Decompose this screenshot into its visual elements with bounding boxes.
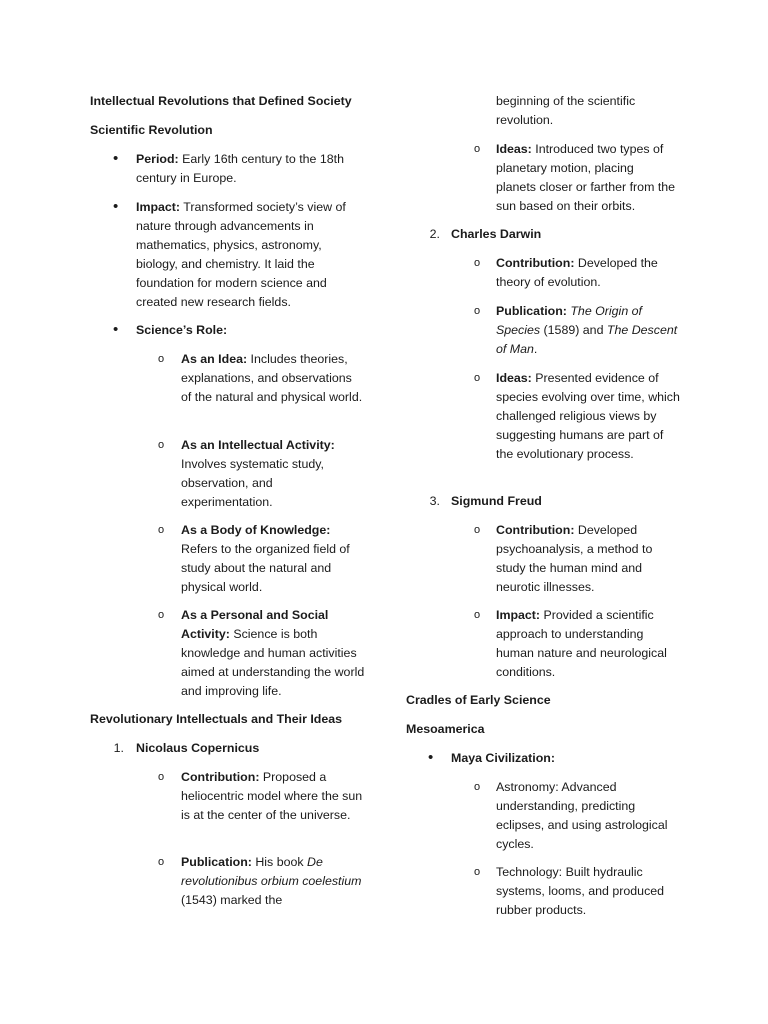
bullet-icon: • — [113, 321, 119, 338]
book-title: The Descent of Man — [496, 322, 678, 356]
impact-text: Provided a scientific approach to understanding human nature and neurological conditions. — [496, 608, 667, 679]
publication-label: Publication: — [181, 855, 252, 869]
technology-text: Technology: Built hydraulic systems, looms, and produced rubber products. — [496, 865, 665, 917]
contribution-label: Contribution: — [496, 256, 575, 270]
circle-bullet-icon: o — [474, 372, 481, 384]
activity-label: As an Intellectual Activity: — [181, 438, 335, 452]
period-text: Early 16th century to the 18th century in Europe. — [136, 152, 344, 185]
list-number: 3. — [429, 494, 440, 508]
list-number: 2. — [429, 227, 440, 241]
section-heading-cradles: Cradles of Early Science — [406, 693, 551, 707]
ideas-text: Presented evidence of species evolving over time, which challenged religious views by suggesting humans are part of the evolutionary process. — [496, 371, 680, 461]
activity-text: Involves systematic study, observation, and experimentation. — [181, 456, 324, 509]
astronomy-text: Astronomy: Advanced understanding, predicting eclipses, and using astrological cycles. — [496, 780, 668, 851]
subsection-heading-mesoamerica: Mesoamerica — [406, 722, 485, 736]
body-text: Refers to the organized field of study about the natural and physical world. — [181, 541, 350, 594]
contribution-text: Proposed a heliocentric model where the sun is at the center of the universe. — [181, 770, 363, 822]
section-heading-intellectuals: Revolutionary Intellectuals and Their Ideas — [90, 712, 343, 726]
contribution-label: Contribution: — [181, 770, 260, 784]
circle-bullet-icon: o — [474, 143, 481, 155]
copernicus-name: Nicolaus Copernicus — [136, 741, 260, 755]
publication-continuation: beginning of the scientific revolution. — [496, 94, 636, 127]
science-role-label: Science’s Role: — [136, 323, 228, 337]
publication-text: (1589) and — [540, 322, 607, 337]
contribution-text: Developed the theory of evolution. — [496, 256, 658, 289]
circle-bullet-icon: o — [474, 257, 481, 269]
circle-bullet-icon: o — [474, 524, 481, 536]
circle-bullet-icon: o — [474, 609, 481, 621]
section-heading-scientific-revolution: Scientific Revolution — [90, 123, 213, 137]
publication-text: (1543) marked the — [181, 892, 283, 907]
publication-text: His book — [251, 855, 307, 869]
bullet-icon: • — [113, 150, 119, 167]
social-label: As a Personal and Social Activity: — [181, 608, 329, 641]
circle-bullet-icon: o — [158, 353, 165, 365]
circle-bullet-icon: o — [158, 609, 165, 621]
idea-text: Includes theories, explanations, and observations of the natural and physical world. — [181, 352, 363, 404]
circle-bullet-icon: o — [158, 439, 165, 451]
ideas-label: Ideas: — [496, 371, 532, 385]
contribution-text: Developed psychoanalysis, a method to study the human mind and neurotic illnesses. — [496, 523, 653, 594]
circle-bullet-icon: o — [474, 781, 481, 793]
impact-text: Transformed society’s view of nature through advancements in mathematics, physics, astronomy, biology, and chemistry. It laid the foundation for modern science and created new research fields. — [136, 200, 346, 309]
social-text: Science is both knowledge and human activities aimed at understanding the world and improving life. — [181, 626, 365, 698]
circle-bullet-icon: o — [158, 771, 165, 783]
bullet-icon: • — [428, 749, 434, 766]
maya-label: Maya Civilization: — [451, 751, 555, 765]
impact-label: Impact: — [496, 608, 541, 622]
list-number: 1. — [113, 741, 124, 755]
circle-bullet-icon: o — [158, 524, 165, 536]
publication-text: . — [533, 341, 538, 356]
ideas-text: Introduced two types of planetary motion, placing planets closer or farther from the sun based on their orbits. — [496, 142, 676, 213]
freud-name: Sigmund Freud — [451, 494, 542, 508]
idea-label: As an Idea: — [181, 352, 248, 366]
ideas-label: Ideas: — [496, 142, 532, 156]
contribution-label: Contribution: — [496, 523, 575, 537]
darwin-name: Charles Darwin — [451, 227, 542, 241]
publication-label: Publication: — [496, 304, 567, 318]
impact-label: Impact: — [136, 200, 181, 214]
circle-bullet-icon: o — [474, 305, 481, 317]
body-label: As a Body of Knowledge: — [181, 523, 331, 537]
circle-bullet-icon: o — [474, 866, 481, 878]
book-title: De revolutionibus orbium coelestium — [181, 855, 362, 888]
circle-bullet-icon: o — [158, 856, 165, 868]
bullet-icon: • — [113, 198, 119, 215]
document-title: Intellectual Revolutions that Defined Society — [90, 94, 352, 108]
period-label: Period: — [136, 152, 179, 166]
book-title: The Origin of Species — [496, 304, 642, 337]
